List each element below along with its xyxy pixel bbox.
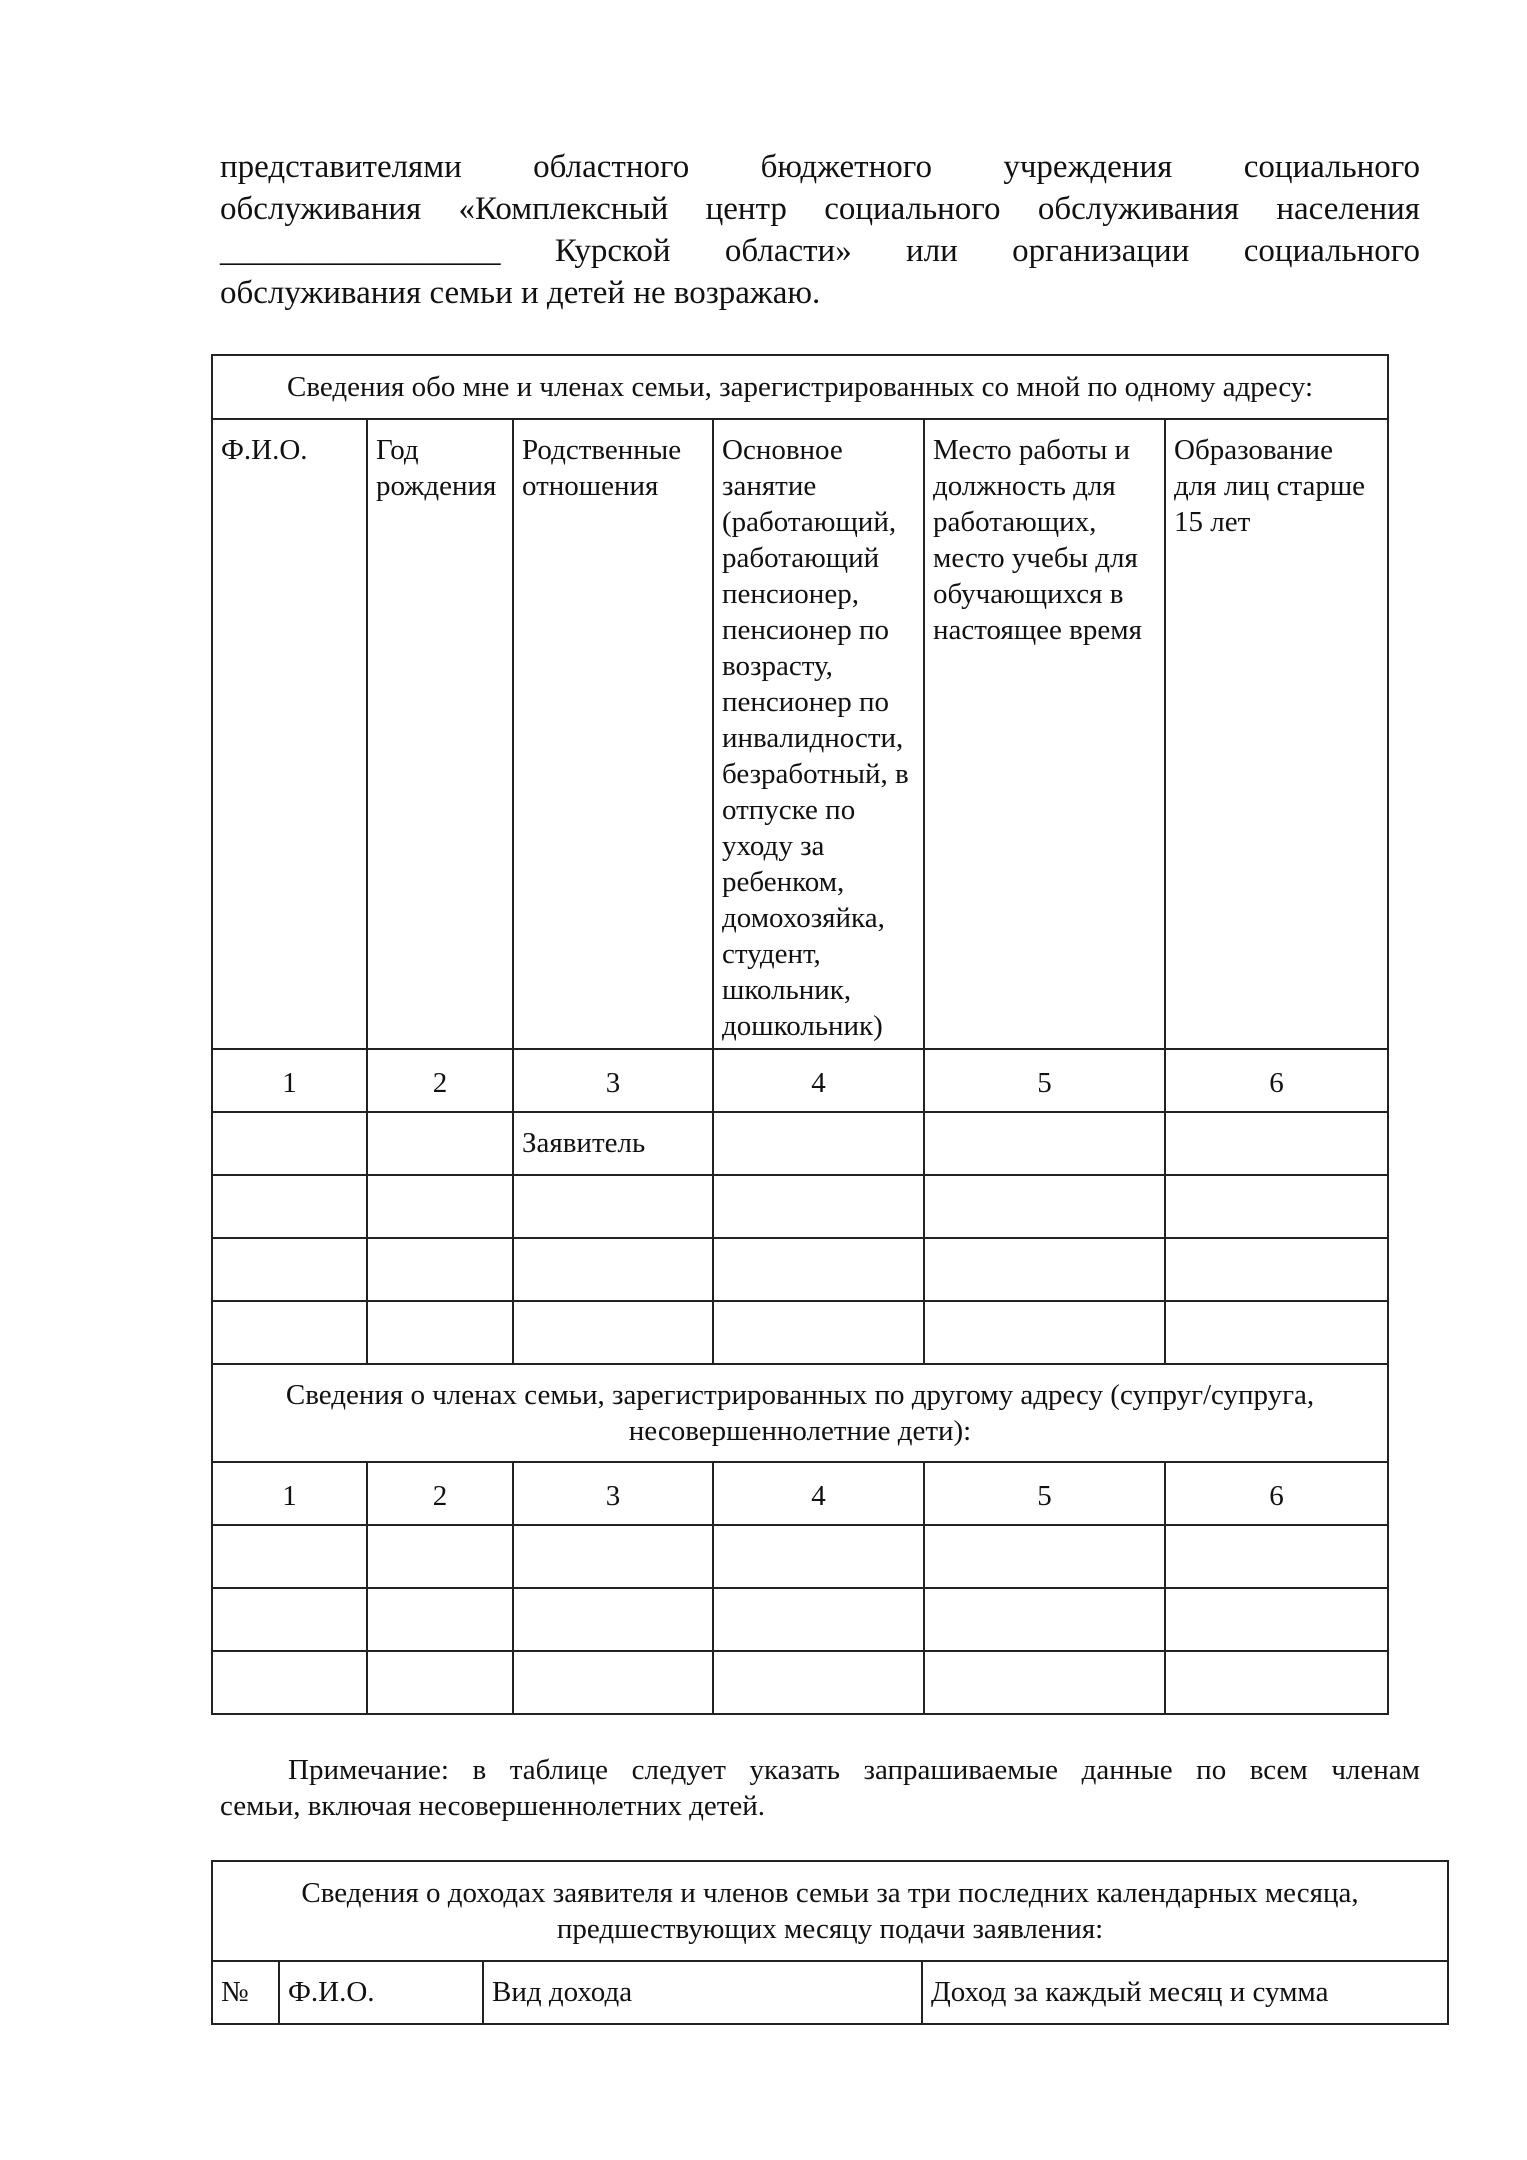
table-cell[interactable] [367, 1651, 513, 1714]
table-cell[interactable] [713, 1651, 924, 1714]
table-cell[interactable] [212, 1301, 367, 1364]
table-cell[interactable] [212, 1238, 367, 1301]
column-header: Год рождения [367, 419, 513, 1049]
table-cell[interactable] [713, 1301, 924, 1364]
table-cell[interactable] [367, 1588, 513, 1651]
column-header: Родственные отношения [513, 419, 713, 1049]
table-cell[interactable] [713, 1238, 924, 1301]
table-cell[interactable] [713, 1175, 924, 1238]
table-row [212, 1301, 1388, 1364]
table-caption: Сведения обо мне и членах семьи, зарегистрированных со мной по одному адресу: [212, 355, 1388, 419]
intro-line: _________________ Курской области» или организации социального [220, 233, 1420, 269]
note-paragraph [220, 1752, 1420, 1824]
column-header: Ф.И.О. [279, 1961, 483, 2024]
table-caption-other-address: Сведения о членах семьи, зарегистрированных по другому адресу (супруг/супруга, несовершеннолетние дети): [212, 1364, 1388, 1462]
table-cell[interactable] [367, 1175, 513, 1238]
column-header: Ф.И.О. [212, 419, 367, 1049]
column-number: 5 [924, 1049, 1165, 1112]
table-cell[interactable] [1165, 1175, 1388, 1238]
table-cell[interactable] [212, 1651, 367, 1714]
column-header: Основное занятие (работающий, работающий пенсионер, пенсионер по возрасту, пенсионер по инвалидности, безработный, в отпуске по уходу за ребенком, домохозяйка, студент, школьник, дошкольник) [713, 419, 924, 1049]
table-cell[interactable] [1165, 1588, 1388, 1651]
column-header: Доход за каждый месяц и сумма [922, 1961, 1448, 2024]
column-number: 6 [1165, 1462, 1388, 1525]
table-cell[interactable] [513, 1301, 713, 1364]
income-table [211, 1860, 1449, 2025]
column-number: 6 [1165, 1049, 1388, 1112]
column-header: № [212, 1961, 279, 2024]
table-cell[interactable] [924, 1525, 1165, 1588]
table-cell[interactable] [924, 1175, 1165, 1238]
table-cell[interactable] [713, 1112, 924, 1175]
table-row [212, 1175, 1388, 1238]
table-cell[interactable] [513, 1238, 713, 1301]
table-cell[interactable] [713, 1588, 924, 1651]
table-cell[interactable] [924, 1651, 1165, 1714]
table-row [212, 1238, 1388, 1301]
intro-paragraph [220, 146, 1420, 314]
table-cell[interactable] [367, 1301, 513, 1364]
table-cell[interactable] [1165, 1238, 1388, 1301]
table-cell[interactable] [367, 1238, 513, 1301]
table-cell[interactable] [1165, 1651, 1388, 1714]
table-cell[interactable] [367, 1525, 513, 1588]
table-cell[interactable] [1165, 1301, 1388, 1364]
table-cell[interactable] [513, 1525, 713, 1588]
column-number: 4 [713, 1049, 924, 1112]
table-cell[interactable] [212, 1112, 367, 1175]
table-cell[interactable] [212, 1588, 367, 1651]
table-row [212, 1525, 1388, 1588]
table-cell[interactable] [513, 1175, 713, 1238]
column-number: 3 [513, 1462, 713, 1525]
table-cell[interactable] [1165, 1525, 1388, 1588]
table-cell[interactable] [212, 1175, 367, 1238]
column-number: 1 [212, 1462, 367, 1525]
table-cell[interactable] [212, 1525, 367, 1588]
note-line: Примечание: в таблице следует указать запрашиваемые данные по всем членам [288, 1754, 1420, 1786]
column-header: Образование для лиц старше 15 лет [1165, 419, 1388, 1049]
table-cell[interactable] [367, 1112, 513, 1175]
table-row [212, 1651, 1388, 1714]
column-number: 5 [924, 1462, 1165, 1525]
applicant-label: Заявитель [513, 1112, 713, 1175]
intro-line: обслуживания семьи и детей не возражаю. [220, 275, 821, 311]
column-number: 2 [367, 1462, 513, 1525]
column-number: 1 [212, 1049, 367, 1112]
column-header: Место работы и должность для работающих, место учебы для обучающихся в настоящее время [924, 419, 1165, 1049]
table-cell[interactable] [513, 1588, 713, 1651]
column-number: 3 [513, 1049, 713, 1112]
column-header: Вид дохода [483, 1961, 922, 2024]
table-cell[interactable] [924, 1301, 1165, 1364]
table-cell[interactable] [924, 1112, 1165, 1175]
table-row [212, 1588, 1388, 1651]
table-cell[interactable] [924, 1238, 1165, 1301]
intro-line: обслуживания «Комплексный центр социального обслуживания населения [220, 191, 1420, 227]
column-number: 2 [367, 1049, 513, 1112]
table-row [212, 1112, 1388, 1175]
family-members-table [211, 354, 1389, 1715]
table-cell[interactable] [513, 1651, 713, 1714]
table-cell[interactable] [924, 1588, 1165, 1651]
table-cell[interactable] [713, 1525, 924, 1588]
table-cell[interactable] [1165, 1112, 1388, 1175]
column-number: 4 [713, 1462, 924, 1525]
table-caption: Сведения о доходах заявителя и членов семьи за три последних календарных месяца, предшествующих месяцу подачи заявления: [212, 1861, 1448, 1961]
note-line: семьи, включая несовершеннолетних детей. [220, 1790, 766, 1822]
intro-line: представителями областного бюджетного учреждения социального [220, 149, 1420, 185]
